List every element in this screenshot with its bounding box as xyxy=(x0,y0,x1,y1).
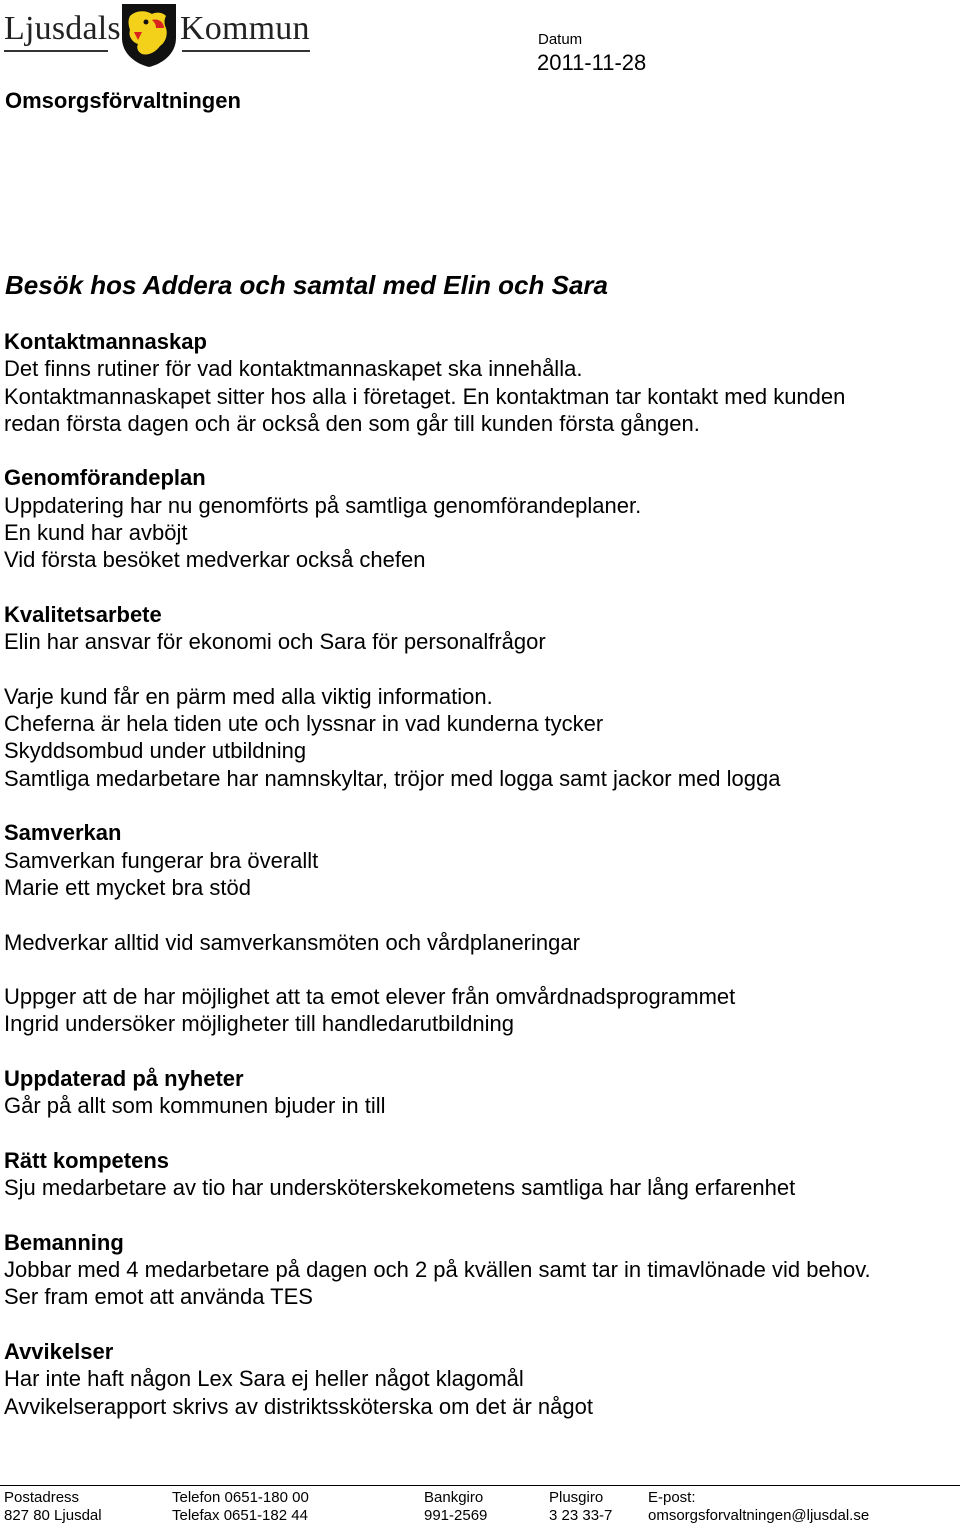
document-body xyxy=(4,328,954,1420)
body-line: Kontaktmannaskapet sitter hos alla i företaget. En kontaktman tar kontakt med kunden xyxy=(4,383,846,409)
footer-postal-label: Postadress xyxy=(4,1489,80,1506)
body-line: Skyddsombud under utbildning xyxy=(4,738,307,764)
body-line: Medverkar alltid vid samverkansmöten och vårdplaneringar xyxy=(4,929,580,955)
body-line: Sju medarbetare av tio har undersköterskekometens samtliga har lång erfarenhet xyxy=(4,1175,796,1201)
body-line: Cheferna är hela tiden ute och lyssnar in vad kunderna tycker xyxy=(4,711,604,737)
document-title: Besök hos Addera och samtal med Elin och Sara xyxy=(5,270,609,300)
body-line xyxy=(4,901,954,928)
ljusdals-kommun-logo xyxy=(4,2,314,68)
spacer xyxy=(4,574,954,601)
footer-email xyxy=(648,1489,869,1525)
footer-fax-value: Telefax 0651-182 44 xyxy=(172,1507,308,1524)
section-heading: Genomförandeplan xyxy=(4,465,206,491)
section-heading: Uppdaterad på nyheter xyxy=(4,1066,244,1092)
body-line xyxy=(4,656,954,683)
footer-plusgiro-value: 3 23 33-7 xyxy=(549,1507,613,1524)
logo-word-kommun: Kommun xyxy=(180,10,310,47)
logo-underline-left xyxy=(4,50,108,52)
body-line: Uppger att de har möjlighet att ta emot elever från omvårdnadsprogrammet xyxy=(4,984,736,1010)
section-heading: Kontaktmannaskap xyxy=(4,329,207,354)
body-line: Elin har ansvar för ekonomi och Sara för personalfrågor xyxy=(4,629,546,655)
organization-name: Omsorgsförvaltningen xyxy=(5,88,241,113)
logo-word-ljusdals: Ljusdals xyxy=(4,10,121,47)
spacer xyxy=(4,437,954,464)
body-line: Vid första besöket medverkar också chefen xyxy=(4,547,426,573)
body-line: redan första dagen och är också den som går till kunden första gången. xyxy=(4,410,700,436)
footer-plusgiro xyxy=(549,1489,612,1525)
body-line: Uppdatering har nu genomförts på samtliga genomförandeplaner. xyxy=(4,492,642,518)
spacer xyxy=(4,1202,954,1229)
footer-divider xyxy=(0,1485,960,1486)
body-line xyxy=(4,956,954,983)
body-line: Ingrid undersöker möjligheter till handledarutbildning xyxy=(4,1011,514,1037)
body-line: En kund har avböjt xyxy=(4,520,188,546)
date-label: Datum xyxy=(538,31,583,48)
section-heading: Avvikelser xyxy=(4,1338,114,1364)
body-line: Varje kund får en pärm med alla viktig information. xyxy=(4,683,493,709)
footer-plusgiro-label: Plusgiro xyxy=(549,1489,604,1506)
footer-phone xyxy=(172,1489,309,1525)
body-line: Har inte haft någon Lex Sara ej heller något klagomål xyxy=(4,1366,524,1392)
logo-underline-right xyxy=(182,50,310,52)
section-heading: Rätt kompetens xyxy=(4,1147,170,1173)
footer-postal-value: 827 80 Ljusdal xyxy=(4,1507,102,1524)
footer-email-label: E-post: xyxy=(648,1489,696,1506)
footer-bankgiro-label: Bankgiro xyxy=(424,1489,484,1506)
section-heading: Samverkan xyxy=(4,820,122,846)
spacer xyxy=(4,1120,954,1147)
coat-of-arms-icon xyxy=(120,2,178,68)
body-line: Det finns rutiner för vad kontaktmannaskapet ska innehålla. xyxy=(4,356,583,382)
body-line: Marie ett mycket bra stöd xyxy=(4,874,251,900)
body-line: Jobbar med 4 medarbetare på dagen och 2 på kvällen samt tar in timavlönade vid behov. xyxy=(4,1257,871,1283)
body-line: Samtliga medarbetare har namnskyltar, tröjor med logga samt jackor med logga xyxy=(4,765,781,791)
body-line: Går på allt som kommunen bjuder in till xyxy=(4,1093,386,1119)
date-value: 2011-11-28 xyxy=(537,50,647,75)
footer-bankgiro-value: 991-2569 xyxy=(424,1507,488,1524)
body-line: Samverkan fungerar bra överallt xyxy=(4,847,319,873)
footer-postal xyxy=(4,1489,102,1525)
spacer xyxy=(4,792,954,819)
body-line: Ser fram emot att använda TES xyxy=(4,1284,313,1310)
spacer xyxy=(4,1038,954,1065)
section-heading: Kvalitetsarbete xyxy=(4,601,162,627)
section-heading: Bemanning xyxy=(4,1229,124,1255)
footer-email-link[interactable]: omsorgsforvaltningen@ljusdal.se xyxy=(648,1507,870,1524)
spacer xyxy=(4,1311,954,1338)
footer-bankgiro xyxy=(424,1489,487,1525)
body-line: Avvikelserapport skrivs av distriktssköterska om det är något xyxy=(4,1393,593,1419)
footer-phone-value: Telefon 0651-180 00 xyxy=(172,1489,309,1506)
